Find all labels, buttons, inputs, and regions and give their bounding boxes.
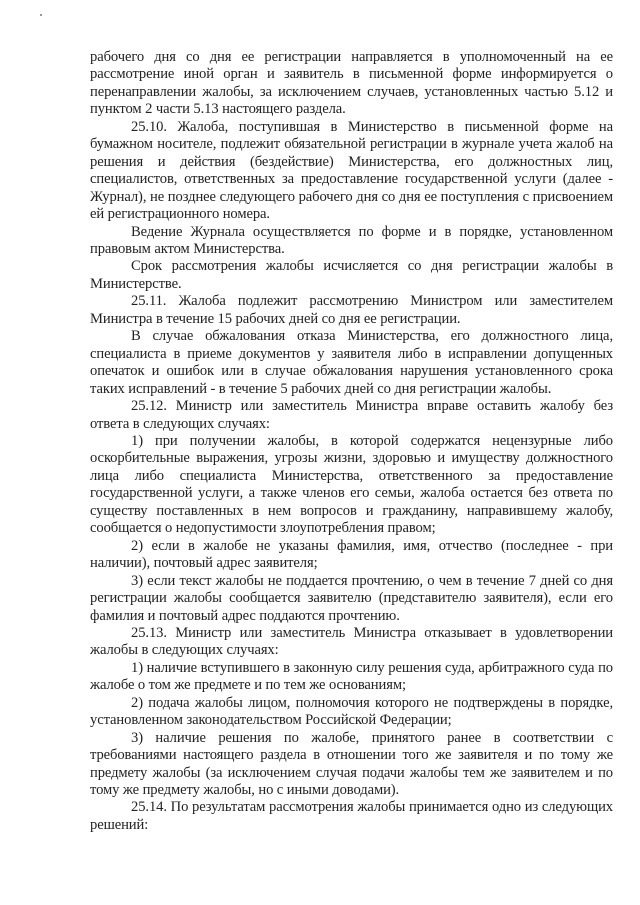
paragraph-25-12-item-3: 3) если текст жалобы не поддается прочтению, о чем в течение 7 дней со дня регистрации жалобы сообщается заявителю (представителю заявителя), если его фамилия и почтовый адрес поддаются прочтению. <box>90 572 613 624</box>
paragraph-25-11: 25.11. Жалоба подлежит рассмотрению Министром или заместителем Министра в течение 15 рабочих дней со дня ее регистрации. <box>90 293 613 327</box>
paragraph-25-13: 25.13. Министр или заместитель Министра отказывает в удовлетворении жалобы в следующих случаях: <box>90 624 613 659</box>
document-body <box>90 49 613 834</box>
paragraph-journal: Ведение Журнала осуществляется по форме и в порядке, установленном правовым актом Министерства. <box>90 223 613 257</box>
paragraph-refusal-appeal: В случае обжалования отказа Министерства, его должностного лица, специалиста в приеме документов у заявителя либо в исправлении допущенных опечаток и ошибок или в случае обжалования нарушения установленного срока таких исправлений - в течение 5 рабочих дней со дня регистрации жалобы. <box>90 328 613 397</box>
paragraph-25-12: 25.12. Министр или заместитель Министра вправе оставить жалобу без ответа в следующих случаях: <box>90 398 613 432</box>
paragraph-25-14: 25.14. По результатам рассмотрения жалобы принимается одно из следующих решений: <box>90 799 613 833</box>
paragraph-25-12-item-2: 2) если в жалобе не указаны фамилия, имя, отчество (последнее - при наличии), почтовый адрес заявителя; <box>90 537 613 572</box>
paragraph-25-13-item-2: 2) подача жалобы лицом, полномочия которого не подтверждены в порядке, установленном законодательством Российской Федерации; <box>90 694 613 729</box>
paragraph-25-13-item-1: 1) наличие вступившего в законную силу решения суда, арбитражного суда по жалобе о том же предмете и по тем же основаниям; <box>90 659 613 694</box>
paragraph-25-10: 25.10. Жалоба, поступившая в Министерство в письменной форме на бумажном носителе, подлежит обязательной регистрации в журнале учета жалоб на решения и действия (бездействие) Министерства, его должностных лиц, специалистов, ответственных за предоставление государственной услуги (далее - Журнал), не позднее следующего рабочего дня со дня ее поступления с присвоением ей регистрационного номера. <box>90 118 613 223</box>
paragraph-25-13-item-3: 3) наличие решения по жалобе, принятого ранее в соответствии с требованиями настоящего раздела в отношении того же заявителя и по тому же предмету жалобы (за исключением случая подачи жалобы тем же заявителем и по тому же предмету жалобы, но с иными доводами). <box>90 729 613 799</box>
scan-mark <box>40 14 42 16</box>
paragraph-review-term: Срок рассмотрения жалобы исчисляется со дня регистрации жалобы в Министерстве. <box>90 258 613 292</box>
paragraph-continuation: рабочего дня со дня ее регистрации направляется в уполномоченный на ее рассмотрение иной орган и заявитель в письменной форме информируется о перенаправлении жалобы, за исключением случаев, установленных частью 5.12 и пунктом 2 части 5.13 настоящего раздела. <box>90 49 613 118</box>
paragraph-25-12-item-1: 1) при получении жалобы, в которой содержатся нецензурные либо оскорбительные выражения, угрозы жизни, здоровью и имуществу должностного лица либо специалиста Министерства, ответственного за предоставление государственной услуги, а также членов его семьи, жалоба остается без ответа по существу поставленных в нем вопросов и гражданину, направившему жалобу, сообщается о недопустимости злоупотребления правом; <box>90 432 613 537</box>
